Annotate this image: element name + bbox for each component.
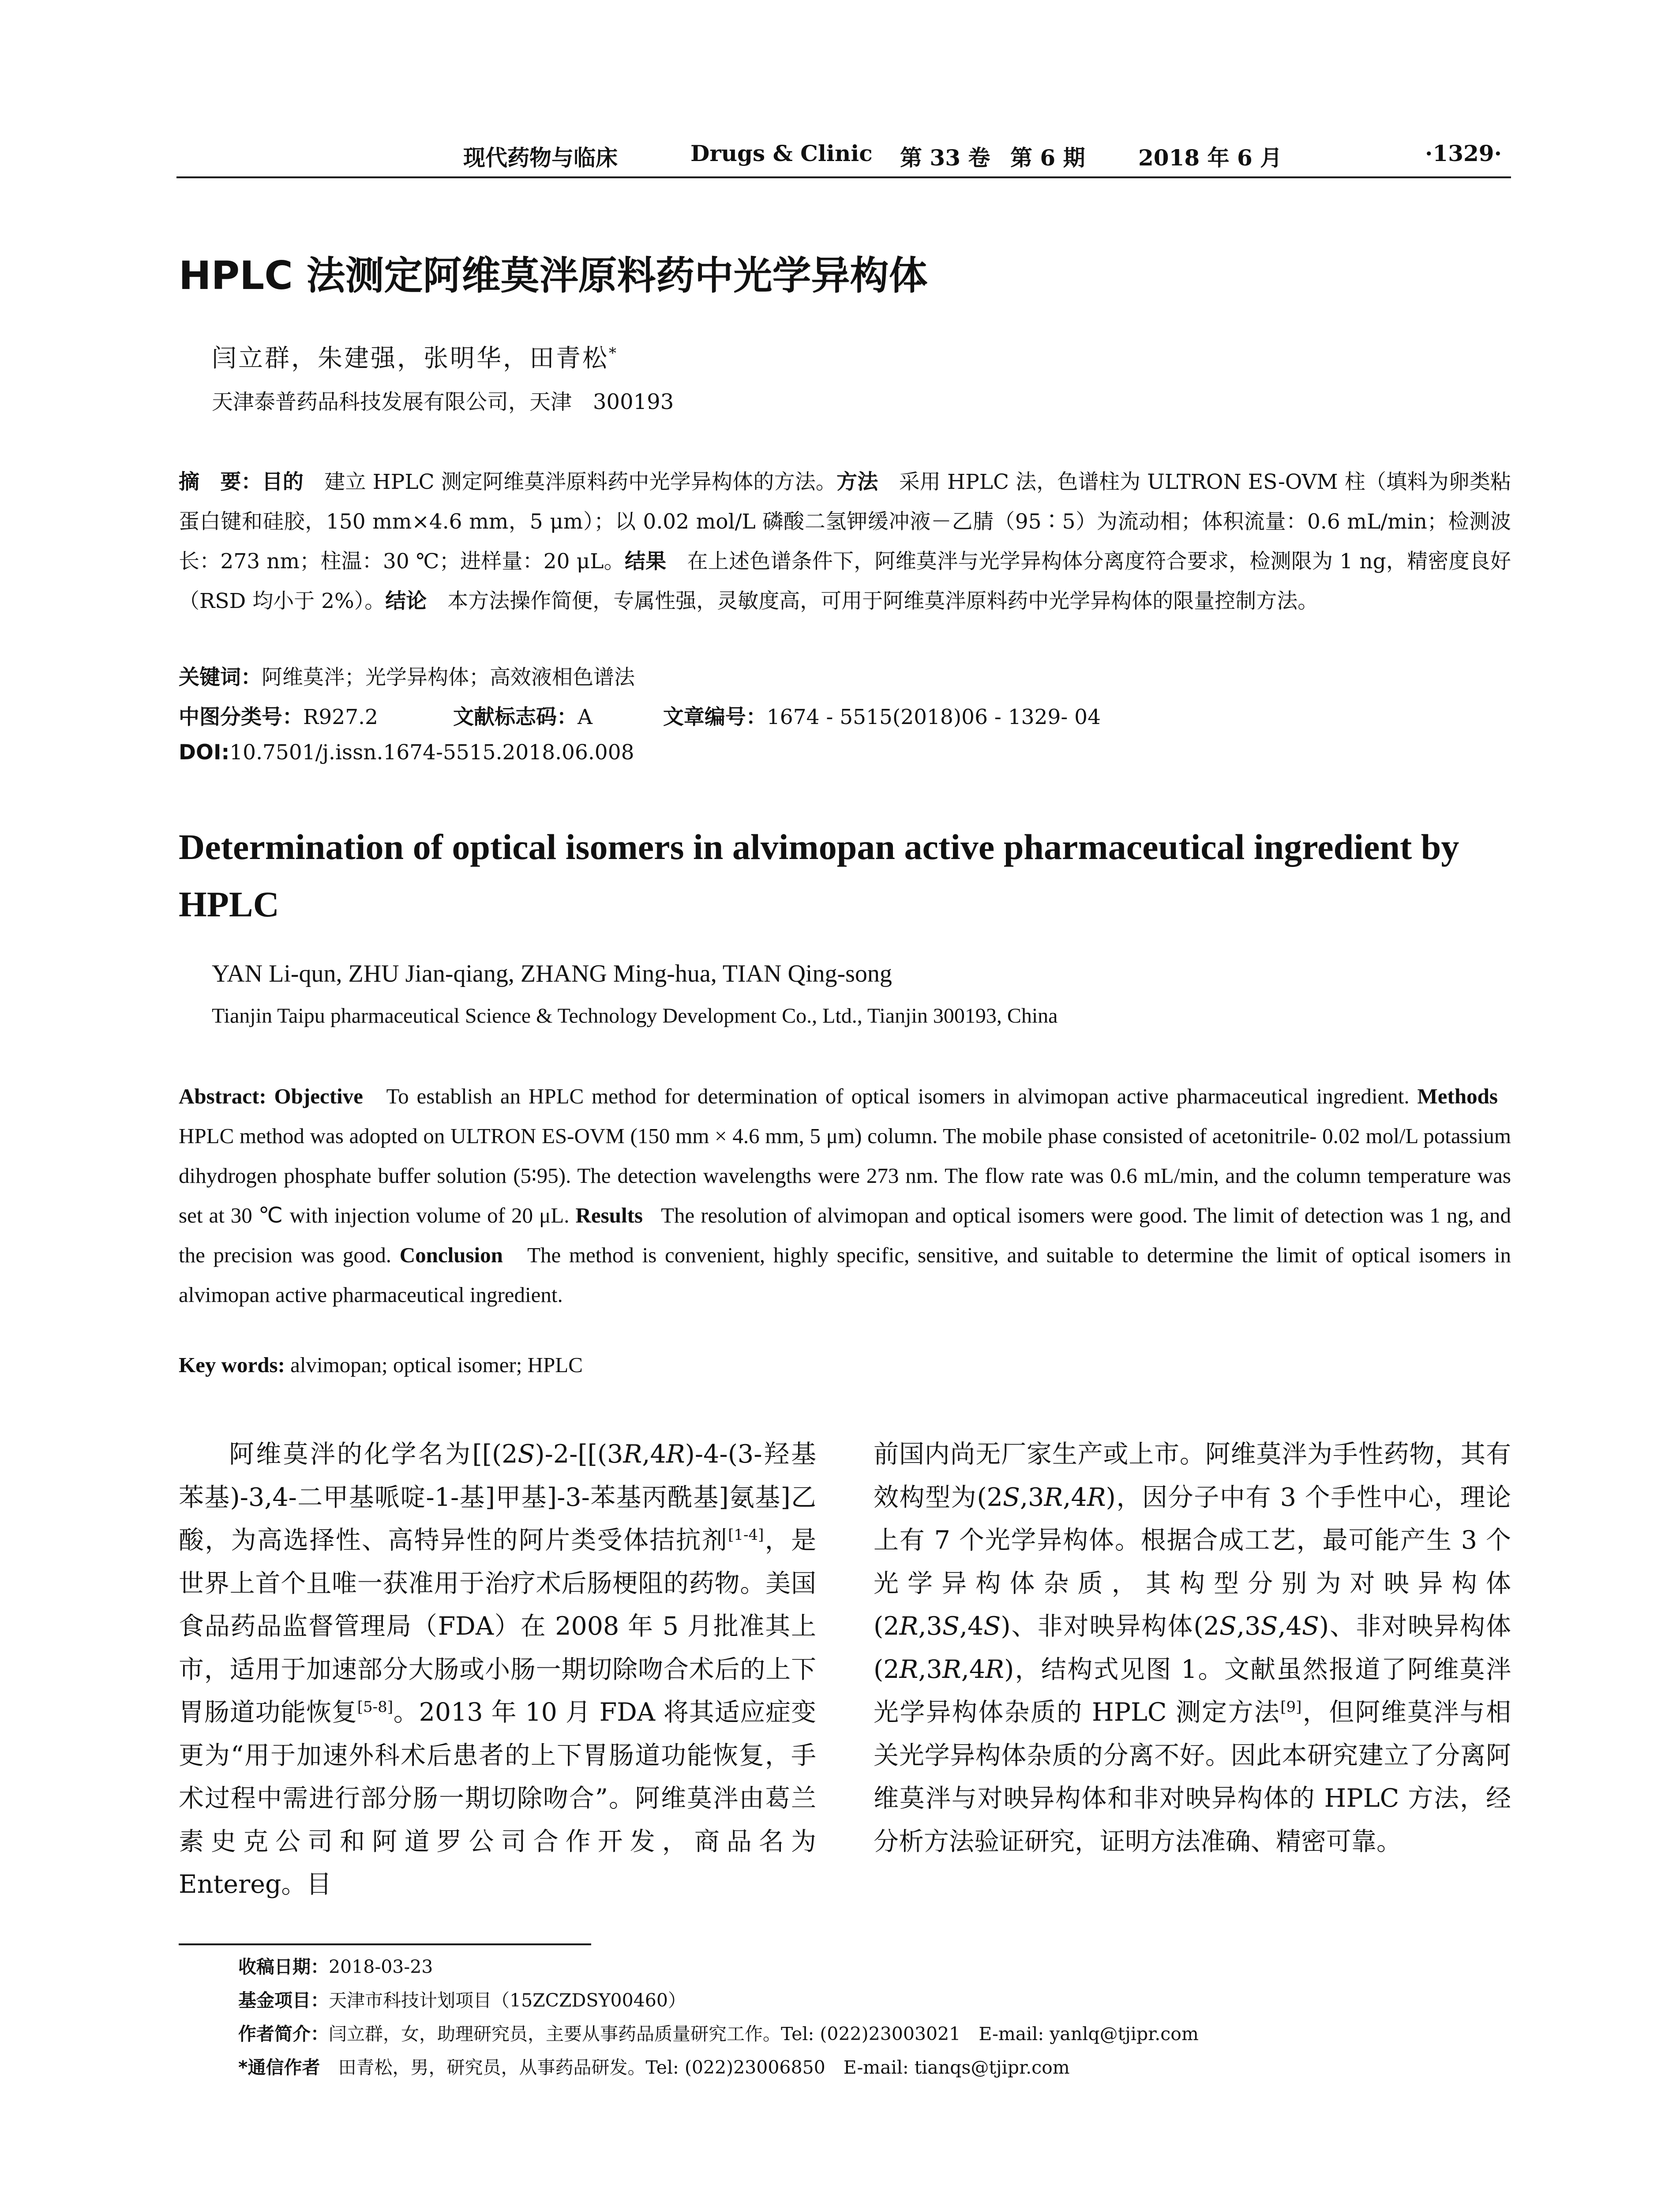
keywords-cn-label: 关键词： [179,665,262,690]
header-rule [176,176,1511,178]
objective-cn: 建立 HPLC 测定阿维莫泮原料药中光学异构体的方法。 [324,470,837,494]
issue: 第 6 期 [1010,145,1085,171]
body-text: ，但阿维莫泮与相关光学异构体杂质的分离不好。因此本研究建立了分离阿维莫泮与对映异构体和非对映异构体的 HPLC 方法，经分析方法验证研究，证明方法准确、精密可靠。 [874,1698,1511,1856]
objective-label-en: Objective [274,1084,363,1108]
stereo-descriptor: R [899,1654,919,1684]
body-text: ，是世界上首个且唯一获准用于治疗术后肠梗阻的药物。美国食品药品监督管理局（FDA）在 2008 年 5 月批准其上市，适用于加速部分大肠或小肠一期切除吻合术后的上下胃肠道功能恢复 [179,1526,817,1727]
journal-name-en: Drugs & Clinic [690,140,873,166]
article-no-value: 1674 - 5515(2018)06 - 1329- 04 [766,705,1101,729]
body-text: ,4 [1063,1482,1087,1512]
footnote-author [238,2017,1199,2051]
stereo-descriptor: S [983,1612,1001,1641]
results-en: The resolution of alvimopan and optical isomers were good. The limit of detection was 1 ng, and the precision was good. [179,1203,1511,1267]
footnote-rule [179,1943,591,1945]
stereo-descriptor: S [518,1440,535,1469]
body-text: ,3 [1236,1612,1261,1641]
doi-value[interactable]: 10.7501/j.issn.1674-5515.2018.06.008 [229,740,634,765]
abstract-en [179,1077,1511,1315]
authors-cn-names: 闫立群，朱建强，张明华，田青松 [212,344,609,373]
body-text: ,3 [918,1654,942,1684]
body-text: )，因分子中有 3 个手性中心，理论上有 7 个光学异构体。根据合成工艺，最可能产生 3 个光学异构体杂质，其构型分别为对映异构体(2 [874,1482,1511,1641]
conclusion-cn: 本方法操作简便，专属性强，灵敏度高，可用于阿维莫泮原料药中光学异构体的限量控制方法。 [447,589,1319,613]
issue-date: 2018 年 6 月 [1138,145,1282,171]
stereo-descriptor: S [1260,1612,1278,1641]
body-text: ,4 [1278,1612,1302,1641]
body-text: )、非对映异构体(2 [1001,1612,1219,1641]
keywords-cn [179,661,635,690]
body-text: ,4 [961,1654,986,1684]
methods-en: HPLC method was adopted on ULTRON ES-OVM (150 mm × 4.6 mm, 5 μm) column. The mobile phase consisted of acetonitrile- 0.02 mol/L potassium dihydrogen phosphate buffer solution (5∶95). The detection wavelengths were 273 nm. The flow rate was 0.6 mL/min, and the column temperature was set at 30 ℃ with injection volume of 20 μL. [179,1124,1511,1227]
results-label-en: Results [575,1203,643,1227]
page-number: ·1329· [1425,140,1502,166]
stereo-descriptor: R [1087,1482,1106,1512]
body-text: 。2013 年 10 月 FDA 将其适应症变更为“用于加速外科术后患者的上下胃肠道功能恢复，手术过程中需进行部分肠一期切除吻合”。阿维莫泮由葛兰素史克公司和阿道罗公司合作开发，商品名为 Entereg。目 [179,1698,816,1899]
stereo-descriptor: R [899,1612,919,1641]
body-text: )-2-[[(3 [535,1440,623,1469]
corresponding-mark: * [609,344,618,362]
footnotes [238,1950,1199,2084]
keywords-en [179,1352,583,1377]
body-text: ,4 [642,1440,666,1469]
doc-code-value: A [577,705,592,729]
journal-name-cn: 现代药物与临床 [463,145,618,171]
received-label: 收稿日期： [238,1956,329,1977]
article-title-cn: HPLC 法测定阿维莫泮原料药中光学异构体 [179,253,928,298]
stereo-descriptor: R [1044,1482,1063,1512]
body-text: )、非对映异构体(2 [874,1612,1511,1684]
body-text: ,3 [918,1612,942,1641]
objective-en: To establish an HPLC method for determination of optical isomers in alvimopan active pharmaceutical ingredient. [386,1084,1410,1108]
volume: 第 33 卷 [900,145,990,171]
stereo-descriptor: R [623,1440,642,1469]
article-title-en: Determination of optical isomers in alvimopan active pharmaceutical ingredient by HPLC [179,827,1459,924]
stereo-descriptor: S [1219,1612,1237,1641]
methods-label-cn: 方法 [836,470,878,494]
body-text: 前国内尚无厂家生产或上市。阿维莫泮为手性药物，其有效构型为(2 [874,1440,1511,1512]
citation-ref[interactable]: [5-8] [357,1698,393,1716]
doi-line [179,740,634,765]
keywords-en-value: alvimopan; optical isomer; HPLC [290,1353,583,1377]
conclusion-en: The method is convenient, highly specific, sensitive, and suitable to determine the limit of optical isomers in alvimopan active pharmaceutical ingredient. [179,1243,1511,1307]
body-text: ,4 [959,1612,984,1641]
clc-label: 中图分类号： [179,705,303,729]
body-text: )，结构式见图 1。文献虽然报道了阿维莫泮光学异构体杂质的 HPLC 测定方法 [874,1654,1511,1727]
footnote-fund [238,1984,1199,2017]
doi-label: DOI: [179,740,230,765]
clc-value: R927.2 [303,705,378,729]
results-cn: 在上述色谱条件下，阿维莫泮与光学异构体分离度符合要求，检测限为 1 ng，精密度良好（RSD 均小于 2%）。 [179,549,1511,613]
methods-label-en: Methods [1417,1084,1498,1108]
fund-label: 基金项目： [238,1990,329,2011]
citation-ref[interactable]: [9] [1280,1698,1302,1716]
citation-ref[interactable]: [1-4] [728,1526,764,1544]
stereo-descriptor: R [666,1440,685,1469]
corresponding-bio: 田青松，男，研究员，从事药品研发。Tel: (022)23006850 E-mail: tianqs@tjipr.com [338,2057,1070,2078]
footnote-received [238,1950,1199,1984]
abstract-cn [179,462,1511,621]
conclusion-label-cn: 结论 [385,589,427,613]
body-column-left [179,1433,816,1906]
running-header [176,140,1511,171]
objective-label-cn: 目的 [262,470,304,494]
received-date: 2018-03-23 [329,1956,433,1977]
stereo-descriptor: S [1301,1612,1319,1641]
stereo-descriptor: S [1002,1482,1020,1512]
authors-cn [212,339,618,374]
corresponding-label: *通信作者 [238,2057,320,2078]
fund-value: 天津市科技计划项目（15ZCZDSY00460） [329,1990,686,2011]
abstract-cn-label: 摘 要： [179,470,262,494]
author-bio: 闫立群，女，助理研究员，主要从事药品质量研究工作。Tel: (022)23003021 E-mail: yanlq@tjipr.com [329,2023,1199,2045]
affiliation-cn: 天津泰普药品科技发展有限公司，天津 300193 [212,390,674,414]
author-bio-label: 作者简介： [238,2023,329,2045]
body-column-right [874,1433,1511,1863]
abstract-en-label: Abstract: [179,1084,266,1108]
stereo-descriptor: R [985,1654,1005,1684]
article-no-label: 文章编号： [663,705,767,729]
stereo-descriptor: S [942,1612,960,1641]
classification-line [179,701,1101,730]
stereo-descriptor: R [942,1654,961,1684]
affiliation-en: Tianjin Taipu pharmaceutical Science & Technology Development Co., Ltd., Tianjin 300193, China [212,1004,1058,1028]
conclusion-label-en: Conclusion [399,1243,503,1267]
results-label-cn: 结果 [624,549,667,574]
methods-cn: 采用 HPLC 法，色谱柱为 ULTRON ES-OVM 柱（填料为卵类粘蛋白键和硅胶，150 mm×4.6 mm，5 μm）；以 0.02 mol/L 磷酸二氢钾缓冲液－乙腈（95∶5）为流动相；体积流量：0.6 mL/min；检测波长：273 nm；柱温：30 ℃；进样量：20 μL。 [179,470,1511,574]
footnote-corresponding [238,2051,1199,2084]
keywords-cn-value: 阿维莫泮；光学异构体；高效液相色谱法 [262,665,635,690]
authors-en: YAN Li-qun, ZHU Jian-qiang, ZHANG Ming-hua, TIAN Qing-song [212,960,892,987]
body-text: )-4-(3-羟基苯基)-3,4-二甲基哌啶-1-基]甲基]-3-苯基丙酰基]氨基]乙酸，为高选择性、高特异性的阿片类受体拮抗剂 [179,1440,816,1555]
body-text: ,3 [1020,1482,1044,1512]
doc-code-label: 文献标志码： [453,705,578,729]
keywords-en-label: Key words: [179,1353,285,1377]
body-text: 阿维莫泮的化学名为[[(2 [229,1440,518,1469]
